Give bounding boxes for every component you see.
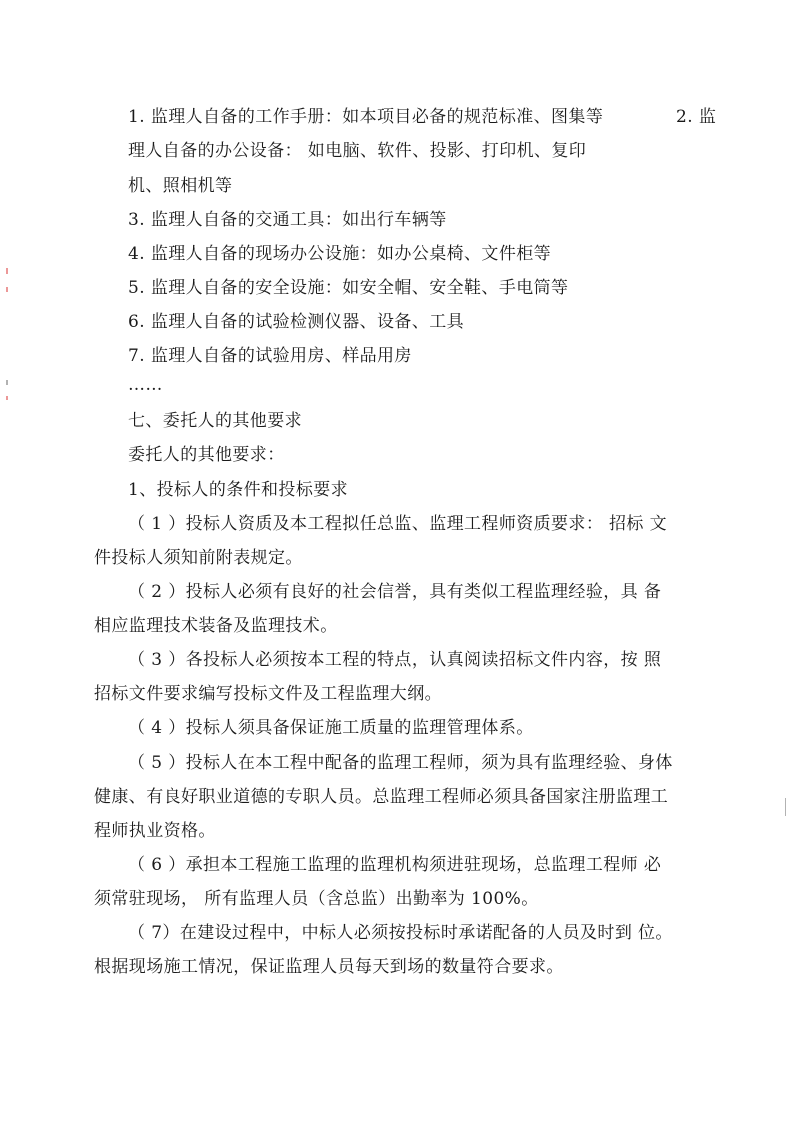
scan-mark <box>6 268 8 274</box>
text-line: 机、照相机等 <box>128 176 233 196</box>
subsection-heading: 1、投标人的条件和投标要求 <box>128 480 349 500</box>
text-line: 4. 监理人自备的现场办公设施：如办公桌椅、文件柜等 <box>128 244 552 264</box>
text-line: 相应监理技术装备及监理技术。 <box>94 616 338 636</box>
text-line: （ 5 ）投标人在本工程中配备的监理工程师，须为具有监理经验、身体 <box>128 753 673 773</box>
text-line: （ 6 ）承担本工程施工监理的监理机构须进驻现场，总监理工程师 必 <box>128 855 662 875</box>
text-line: 委托人的其他要求： <box>128 445 285 465</box>
text-line: 程师执业资格。 <box>94 821 216 841</box>
text-line: 5. 监理人自备的安全设施：如安全帽、安全鞋、手电筒等 <box>128 278 569 298</box>
scan-mark <box>6 380 8 385</box>
text-line: 健康、有良好职业道德的专职人员。总监理工程师必须具备国家注册监理工 <box>94 787 669 807</box>
text-line: （ 2 ）投标人必须有良好的社会信誉，具有类似工程监理经验，具 备 <box>128 582 662 602</box>
text-line: 1. 监理人自备的工作手册：如本项目必备的规范标准、图集等 <box>128 107 604 127</box>
text-line: 件投标人须知前附表规定。 <box>94 548 303 568</box>
scan-mark <box>785 798 786 816</box>
text-line: 招标文件要求编写投标文件及工程监理大纲。 <box>94 684 442 704</box>
section-heading: 七、委托人的其他要求 <box>128 411 302 431</box>
text-line: 须常驻现场， 所有监理人员（含总监）出勤率为 100%。 <box>94 889 539 909</box>
text-line: 根据现场施工情况，保证监理人员每天到场的数量符合要求。 <box>94 957 564 977</box>
text-line: （ 4 ）投标人须具备保证施工质量的监理管理体系。 <box>128 718 534 738</box>
text-line: …… <box>128 375 163 395</box>
text-line: （ 1 ）投标人资质及本工程拟任总监、监理工程师资质要求： 招标 文 <box>128 514 668 534</box>
text-line: （ 7）在建设过程中，中标人必须按投标时承诺配备的人员及时到 位。 <box>128 923 673 943</box>
text-line: 7. 监理人自备的试验用房、样品用房 <box>128 346 412 366</box>
text-line: 2. 监 <box>676 107 717 127</box>
text-line: （ 3 ）各投标人必须按本工程的特点，认真阅读招标文件内容，按 照 <box>128 650 662 670</box>
text-line: 3. 监理人自备的交通工具：如出行车辆等 <box>128 210 447 230</box>
scan-mark <box>6 287 8 292</box>
scan-mark <box>6 396 8 400</box>
text-line: 理人自备的办公设备： 如电脑、软件、投影、打印机、复印 <box>128 141 587 161</box>
text-line: 6. 监理人自备的试验检测仪器、设备、工具 <box>128 312 465 332</box>
